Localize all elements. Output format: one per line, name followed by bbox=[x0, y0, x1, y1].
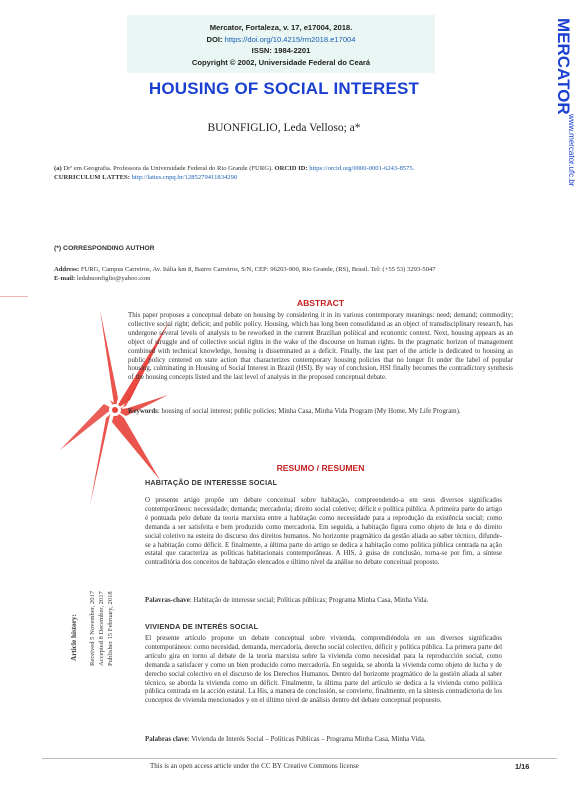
address-text: FURG, Campus Carreiros, Av. Itália km 8, Bairro Carreiros, S/N, CEP: 96203-900, Rio Grande, (RS), Brasil. Tel: (+55 53) 3293-5047 bbox=[80, 266, 436, 273]
brand-url[interactable]: www.mercator.ufc.br bbox=[567, 114, 576, 187]
history-published: Publisher 15 February, 2018 bbox=[107, 591, 114, 666]
doi-line bbox=[127, 34, 435, 46]
affiliation-prefix: (a) bbox=[54, 165, 62, 172]
es-keywords bbox=[145, 736, 502, 745]
pt-keywords bbox=[145, 597, 502, 606]
address-block bbox=[54, 265, 524, 284]
keywords-text: : housing of social interest; public policies; Minha Casa, Minha Vida Program (My Home, My Life Program). bbox=[157, 408, 461, 415]
article-title: HOUSING OF SOCIAL INTEREST bbox=[148, 79, 420, 98]
pt-abstract-text: O presente artigo propõe um debate conceitual sobre habitação, compreendendo-a em seus diversos significados contemporâneos: necessidade; demanda; mercadoria; direito social coletivo; déficit e política pública. A primeira parte do artigo é pontuada pelo debate da teoria marxista entre a habitação como necessidade para a reprodução da existência social; como demanda a ser satisfeita e bem produzido como mercadoria. Em seguida, a habitação figura como objeto de luta e do direito social coletivo na esteira do discurso dos direitos humanos. No horizonte pragmático da gestão aliada ao saber técnico, difunde-se a habitação como déficit. E finalmente, a última parte do artigo se dedica a habitação como política pública centrada na ação estatal que caracteriza as políticas habitacionais contemporâneas. A HIS, à guisa de conclusão, torna-se por fim, a síntese contraditória dos conceitos de habitação elencados e último nível da análise no debate conceitual proposto. bbox=[145, 497, 502, 567]
history-accepted: Accepted 8 December, 2017 bbox=[98, 591, 105, 666]
pt-keywords-text: : Habitação de interesse social; Políticas públicas; Programa Minha Casa, Minha Vida. bbox=[189, 597, 429, 604]
es-keywords-label: Palabras clave bbox=[145, 736, 188, 743]
pt-subtitle: HABITAÇÃO DE INTERESSE SOCIAL bbox=[145, 478, 278, 487]
journal-header-box bbox=[127, 15, 435, 73]
history-received: Received 5 November, 2017 bbox=[89, 590, 96, 666]
article-history bbox=[56, 566, 136, 666]
mercator-brand-vertical bbox=[536, 14, 576, 214]
orcid-link[interactable]: https://orcid.org/0000-0001-6243-8575. bbox=[309, 165, 415, 172]
es-abstract-text: El presente artículo propone un debate conceptual sobre vivienda, comprendiéndola en sus diversos significados contemporáneos: como necesidad, demanda, mercadoría, derecho social colectivo, déficit y política pública. La primera parte del artículo gira en torno al debate de la teoría marxista sobre la vivienda como necesidad para la reproducción social, como demanda a satisfacer y como un bien producido como mercadoría. En seguida, se aborda la vivienda como objeto de lucha y de derecho social colectivo en el discurso de los Derechos Humanos. Dentro del horizonte pragmático de la gestión aliada al saber técnico, se aborda la vivienda como un déficit. Finalmente, la última parte del artículo se dedica a la vivienda como política pública centrada en la acción estatal. La His, a manera de conclusión, se convierte, finalmente, en la síntesis contradictoria de los conceptos de vivienda mencionados y en el último nivel de análisis dentro del debate conceptual propuesto. bbox=[145, 635, 502, 705]
affiliation-block bbox=[54, 164, 524, 183]
keywords-label: Keywords bbox=[128, 408, 158, 415]
author-line: BUONFIGLIO, Leda Velloso; a* bbox=[207, 122, 361, 134]
affiliation-text: Drª em Geografia. Professora da Universidade Federal do Rio Grande (FURG). bbox=[63, 165, 273, 172]
pt-keywords-label: Palavras-chave bbox=[145, 597, 190, 604]
page-number: 1/16 bbox=[515, 762, 530, 771]
lattes-link[interactable]: http://lattes.cnpq.br/1285279411834290 bbox=[131, 174, 238, 182]
copyright: Copyright © 2002, Universidade Federal do Ceará bbox=[191, 57, 371, 67]
footer-divider bbox=[42, 758, 557, 759]
lattes-label: CURRICULUM LATTES: bbox=[54, 174, 130, 182]
issn: ISSN: 1984-2201 bbox=[251, 46, 311, 55]
abstract-heading: ABSTRACT bbox=[296, 298, 345, 308]
abstract-text: This paper proposes a conceptual debate on housing by considering it in its various contemporary meanings: need; demand; commodity; collective social right; deficit; and public policy. Housing, which has long been consolidated as an object of transdisciplinary research, has undergone several levels of analysis to be reworked in the current Brazilian political and economic context. Next, housing appears as an object of struggle and of collective social rights in the wake of the discourse on human rights. In the pragmatic horizon of management combined with technical knowledge, housing is disseminated as a deficit. Finally, the last part of the article is dedicated to housing as public policy centered on state action that characterizes contemporary housing policies that no longer fit under the label of popular housing, culminating in Housing of Social Interest in Brazil (HSI). By way of conclusion, HSI finally becomes the contradictory synthesis of the housing concepts listed and the last level of analysis in the proposed conceptual debate. bbox=[128, 312, 513, 382]
email-address[interactable]: ledabuonfiglio@yahoo.com bbox=[76, 275, 151, 283]
es-keywords-text: : Vivienda de Interés Social – Políticas Públicas – Programa Minha Casa, Minha Vida. bbox=[187, 736, 426, 743]
email-label: E-mail: bbox=[54, 275, 76, 283]
es-subtitle: VIVIENDA DE INTERÉS SOCIAL bbox=[145, 622, 259, 631]
corresponding-author-label: (*) CORRESPONDING AUTHOR bbox=[54, 245, 155, 252]
license-note: This is an open access article under the CC BY Creative Commons license bbox=[150, 762, 359, 770]
abstract-keywords bbox=[128, 408, 513, 417]
resumo-heading: RESUMO / RESUMEN bbox=[276, 463, 365, 473]
address-label: Address: bbox=[54, 266, 80, 273]
doi-link[interactable]: https://doi.org/10.4215/rm2018.e17004 bbox=[224, 34, 356, 44]
divider bbox=[0, 296, 28, 297]
doi-label: DOI: bbox=[206, 34, 223, 44]
orcid-label: ORCID ID: bbox=[274, 165, 308, 172]
brand-name: MERCATOR bbox=[554, 18, 573, 115]
journal-citation: Mercator, Fortaleza, v. 17, e17004, 2018. bbox=[209, 23, 353, 32]
history-label: Article history: bbox=[70, 614, 78, 661]
